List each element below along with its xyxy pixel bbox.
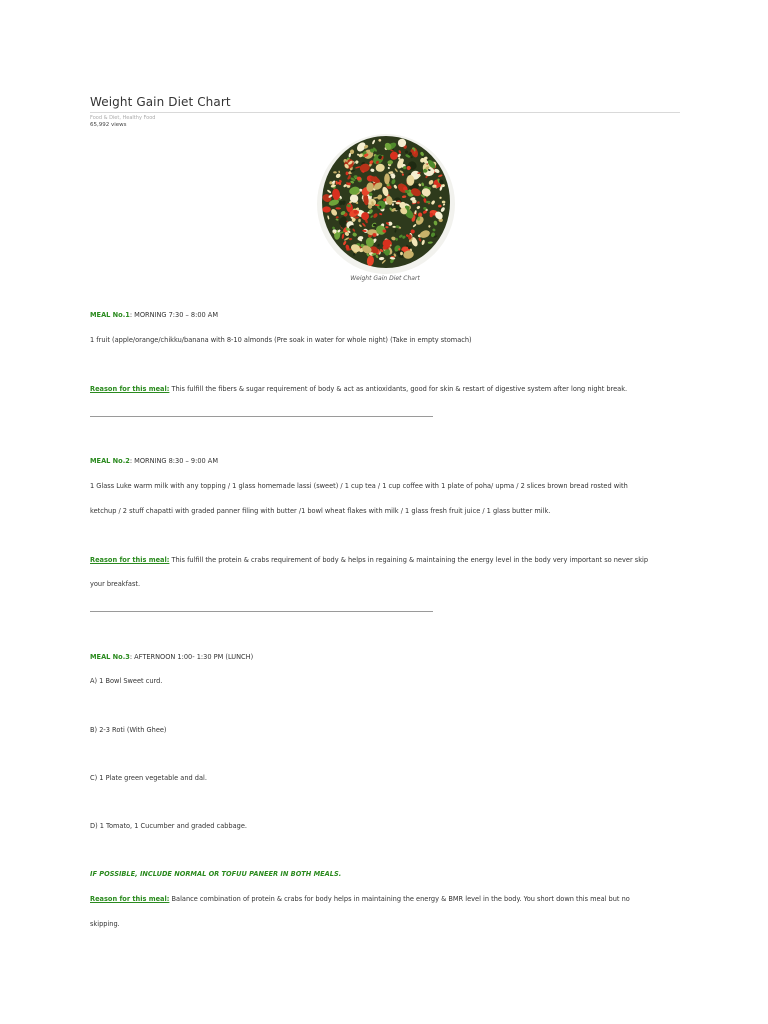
meal-3-item: A) 1 Bowl Sweet curd. [90, 677, 163, 685]
reason-label: Reason for this meal: [90, 556, 170, 564]
section-divider [90, 416, 433, 417]
article-title: Weight Gain Diet Chart [90, 95, 231, 109]
salad-piece [322, 206, 330, 212]
meal-2-heading [90, 457, 690, 466]
reason-label: Reason for this meal: [90, 385, 170, 393]
meal-2-item: 1 Glass Luke warm milk with any topping / 1 glass homemade lassi (sweet) / 1 cup tea / 1 cup coffee with 1 plate of poha/ upma / 2 slices brown bread rosted with [90, 482, 628, 490]
article-categories[interactable]: Food & Diet, Healthy Food [90, 115, 156, 121]
meal-label: MEAL No.1 [90, 311, 130, 319]
meal-2-reason-cont: your breakfast. [90, 580, 141, 588]
meal-time: : MORNING 7:30 – 8:00 AM [129, 311, 219, 319]
salad-photo [316, 128, 456, 274]
meal-label: MEAL No.2 [90, 457, 130, 465]
meal-1-heading [90, 311, 690, 320]
meal-label: MEAL No.3 [90, 653, 130, 661]
meal-2-reason [90, 556, 690, 565]
meal-3-note: IF POSSIBLE, INCLUDE NORMAL OR TOFUU PANEER IN BOTH MEALS. [90, 870, 342, 878]
meal-3-reason-cont: skipping. [90, 920, 120, 928]
reason-text: This fulfill the protein & crabs requirement of body & helps in regaining & maintaining the energy level in the body very important so never skip [169, 556, 649, 564]
meal-time: : MORNING 8:30 – 9:00 AM [129, 457, 219, 465]
meal-3-item: C) 1 Plate green vegetable and dal. [90, 774, 207, 782]
reason-text: Balance combination of protein & crabs for body helps in maintaining the energy & BMR level in the body. You short down this meal but no [169, 895, 630, 903]
title-divider [90, 112, 680, 113]
meal-3-heading [90, 653, 690, 662]
view-count: 65,992 views [90, 122, 127, 128]
salad-piece [354, 216, 359, 218]
section-divider [90, 611, 433, 612]
reason-text: This fulfill the fibers & sugar requirement of body & act as antioxidants, good for skin & restart of digestive system after long night break. [169, 385, 628, 393]
meal-3-reason [90, 895, 690, 904]
salad-piece [407, 175, 415, 186]
meal-1-reason [90, 385, 690, 394]
meal-2-item: ketchup / 2 stuff chapatti with graded panner filing with butter /1 bowl wheat flakes with milk / 1 glass fresh fruit juice / 1 glass butter milk. [90, 507, 551, 515]
salad-piece [346, 172, 349, 176]
image-caption: Weight Gain Diet Chart [350, 275, 420, 282]
meal-time: : AFTERNOON 1:00- 1:30 PM (LUNCH) [129, 653, 254, 661]
salad-image [316, 128, 456, 276]
meal-1-item: 1 fruit (apple/orange/chikku/banana with 8-10 almonds (Pre soak in water for whole night) (Take in empty stomach) [90, 336, 472, 344]
meal-3-item: B) 2-3 Roti (With Ghee) [90, 726, 167, 734]
reason-label: Reason for this meal: [90, 895, 170, 903]
meal-3-item: D) 1 Tomato, 1 Cucumber and graded cabbage. [90, 822, 247, 830]
